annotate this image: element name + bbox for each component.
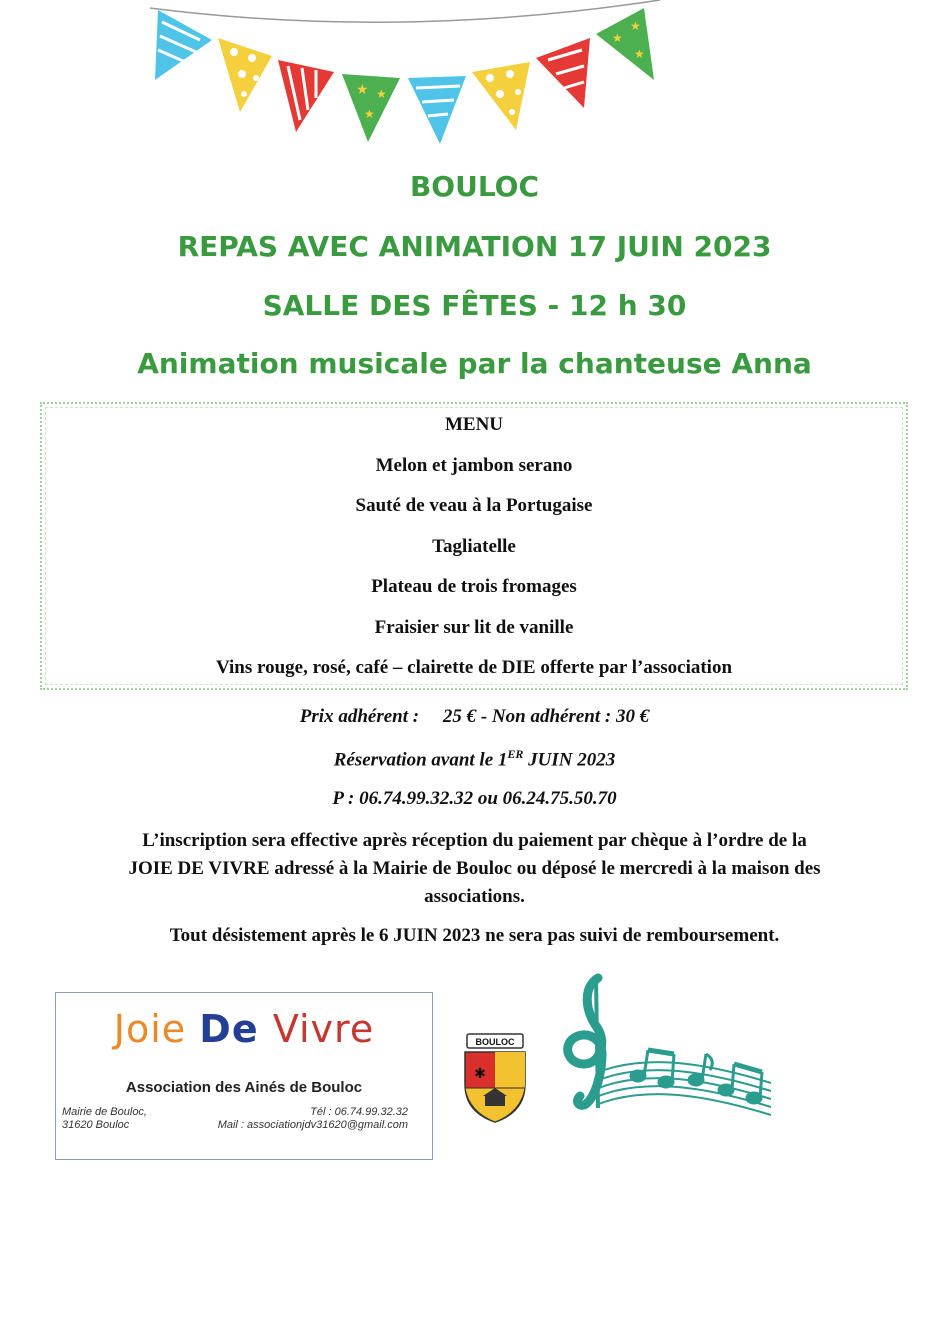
logo-word-de: De <box>199 1007 273 1051</box>
association-address <box>62 1106 147 1132</box>
menu-box <box>40 402 908 690</box>
menu-item: Melon et jambon serano <box>375 455 573 476</box>
association-contact <box>218 1106 408 1132</box>
event-title: REPAS AVEC ANIMATION 17 JUIN 2023 <box>177 230 772 263</box>
svg-text:★: ★ <box>634 47 645 61</box>
animation-title: Animation musicale par la chanteuse Anna <box>137 347 812 380</box>
logo-word-joie: Joie <box>113 1007 200 1051</box>
flag-red-2 <box>536 38 590 108</box>
reservation-prefix: Réservation avant le 1 <box>333 749 508 771</box>
member-price: 25 € - Non adhérent : 30 € <box>442 706 650 727</box>
menu-item: Fraisier sur lit de vanille <box>374 617 574 638</box>
reservation-sup: ER <box>507 747 524 761</box>
reservation-suffix: JUIN 2023 <box>523 749 616 771</box>
svg-text:★: ★ <box>356 83 369 98</box>
music-notes-icon <box>556 968 776 1118</box>
bouloc-crest <box>461 1032 529 1124</box>
svg-text:★: ★ <box>376 87 387 101</box>
flag-yellow-1 <box>218 38 272 112</box>
payment-line: L’inscription sera effective après réception du paiement par chèque à l’ordre de la <box>142 830 807 851</box>
address-line: 31620 Bouloc <box>62 1119 130 1131</box>
flag-blue-1 <box>155 10 212 80</box>
menu-title: MENU <box>444 414 504 435</box>
menu-item: Sauté de veau à la Portugaise <box>355 495 593 516</box>
svg-text:✱: ✱ <box>474 1067 486 1082</box>
menu-item: Tagliatelle <box>432 536 516 557</box>
flag-blue-2 <box>408 76 466 144</box>
member-label: Prix adhérent : <box>299 706 420 727</box>
bunting-decoration <box>0 0 949 160</box>
address-line: Mairie de Bouloc, <box>62 1106 147 1118</box>
crest-label: BOULOC <box>475 1037 515 1047</box>
venue-title: SALLE DES FÊTES - 12 h 30 <box>262 289 687 322</box>
menu-item: Plateau de trois fromages <box>371 576 577 597</box>
association-logo <box>56 1007 432 1051</box>
menu-item: Vins rouge, rosé, café – clairette de DIE offerte par l’association <box>215 657 733 678</box>
svg-text:★: ★ <box>630 19 641 33</box>
svg-text:★: ★ <box>364 107 375 121</box>
association-subtitle: Association des Ainés de Bouloc <box>125 1079 363 1096</box>
flag-green-1 <box>342 74 400 142</box>
flag-green-2 <box>596 8 654 80</box>
reservation-line <box>0 747 949 771</box>
payment-line: JOIE DE VIVRE adressé à la Mairie de Bouloc ou déposé le mercredi à la maison des <box>128 858 821 879</box>
association-card <box>55 992 433 1160</box>
svg-text:★: ★ <box>612 31 623 45</box>
flag-yellow-2 <box>472 62 530 130</box>
logo-word-vivre: Vivre <box>272 1007 375 1051</box>
contact-tel: Tél : 06.74.99.32.32 <box>310 1106 408 1118</box>
flag-red-1 <box>278 60 334 132</box>
town-title: BOULOC <box>409 170 540 203</box>
phone-line: P : 06.74.99.32.32 ou 06.24.75.50.70 <box>332 788 617 809</box>
cancellation-note: Tout désistement après le 6 JUIN 2023 ne sera pas suivi de remboursement. <box>169 925 780 946</box>
contact-mail: Mail : associationjdv31620@gmail.com <box>217 1119 408 1131</box>
payment-note <box>60 827 889 911</box>
price-line <box>0 706 949 728</box>
payment-line: associations. <box>424 886 525 907</box>
